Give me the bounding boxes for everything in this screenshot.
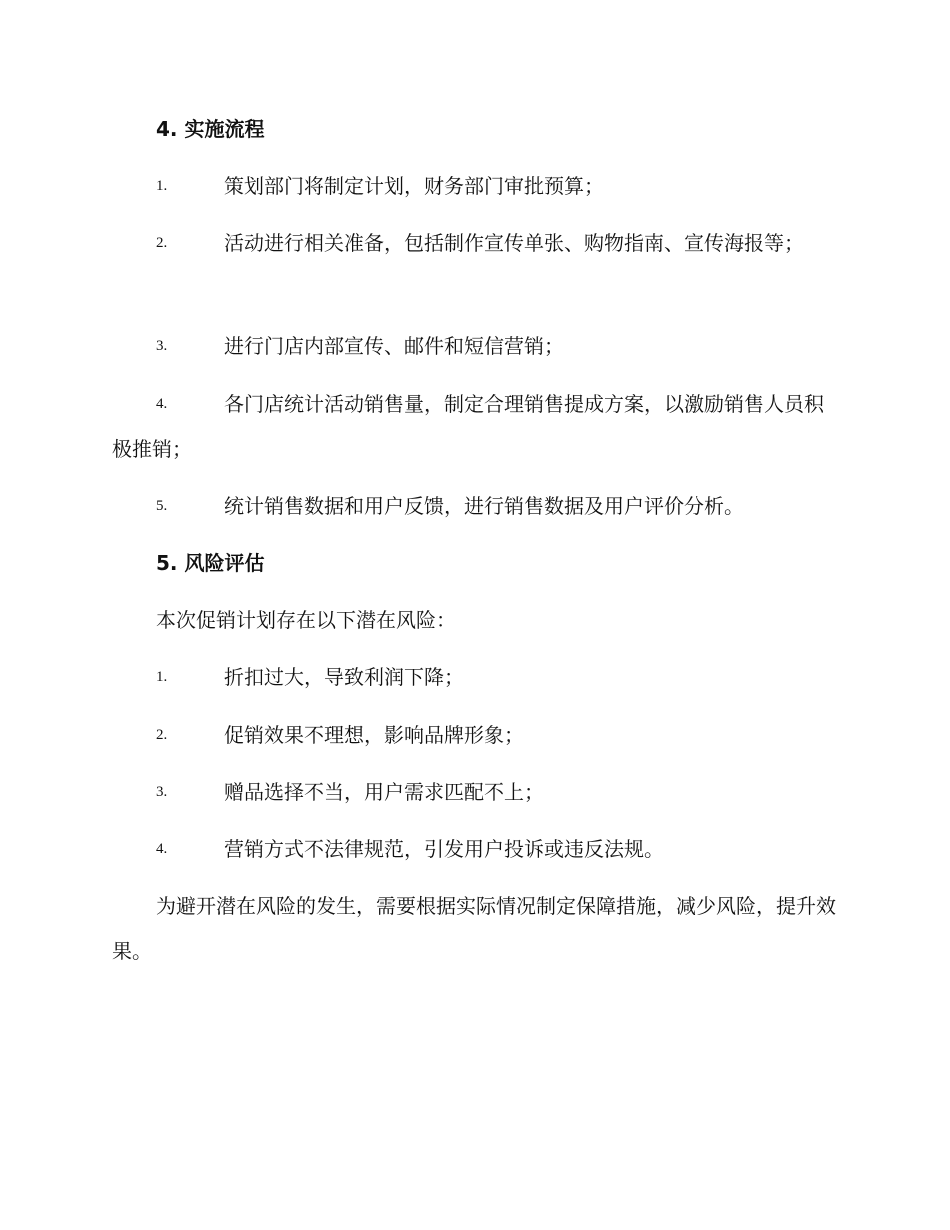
section-4-item-1 — [112, 164, 836, 209]
section-4-item-4 — [112, 382, 836, 472]
section-4-item-5 — [112, 484, 836, 529]
section-5-intro: 本次促销计划存在以下潜在风险： — [156, 608, 456, 632]
list-text: 策划部门将制定计划，财务部门审批预算； — [224, 174, 604, 198]
list-text: 营销方式不法律规范，引发用户投诉或违反法规。 — [224, 837, 664, 861]
section-5-heading: 5. 风险评估 — [156, 551, 265, 575]
section-5-item-2 — [112, 713, 836, 758]
list-number: 3. — [156, 784, 168, 800]
list-number: 3. — [156, 338, 168, 354]
list-text: 促销效果不理想，影响品牌形象； — [224, 723, 524, 747]
list-text: 统计销售数据和用户反馈，进行销售数据及用户评价分析。 — [224, 494, 744, 518]
list-number: 2. — [156, 235, 168, 251]
section-5-conclusion: 为避开潜在风险的发生，需要根据实际情况制定保障措施，减少风险，提升效果。 — [112, 894, 836, 963]
list-text: 折扣过大，导致利润下降； — [224, 665, 464, 689]
list-text: 各门店统计活动销售量，制定合理销售提成方案，以激励销售人员积极推销； — [112, 392, 824, 461]
list-number: 1. — [156, 178, 168, 194]
list-number: 2. — [156, 727, 168, 743]
list-number: 4. — [156, 396, 168, 412]
section-5-item-1 — [112, 655, 836, 700]
section-5-item-3 — [112, 770, 836, 815]
section-4-item-3 — [112, 324, 836, 369]
section-4-heading: 4. 实施流程 — [156, 117, 265, 141]
section-4-item-2 — [112, 221, 836, 266]
list-text: 活动进行相关准备，包括制作宣传单张、购物指南、宣传海报等； — [224, 231, 804, 255]
list-text: 进行门店内部宣传、邮件和短信营销； — [224, 334, 564, 358]
list-number: 1. — [156, 669, 168, 685]
list-number: 5. — [156, 498, 168, 514]
section-5-item-4 — [112, 827, 836, 872]
list-number: 4. — [156, 841, 168, 857]
list-text: 赠品选择不当，用户需求匹配不上； — [224, 780, 544, 804]
